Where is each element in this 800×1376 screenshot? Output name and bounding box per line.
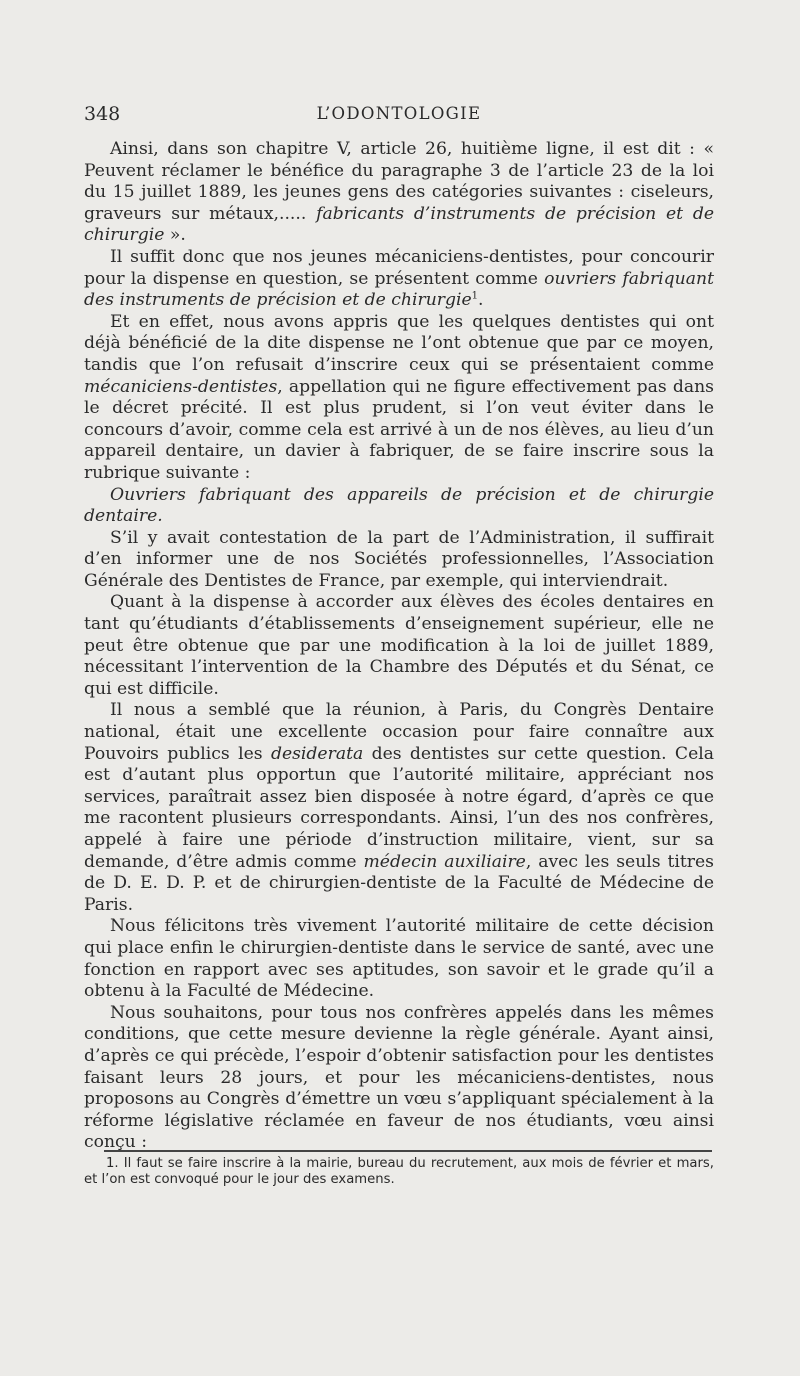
paragraph-3-text: Et en effet, nous avons appris que les quelques dentistes qui ont déjà bénéficié de la dite dispense ne l’ont obtenue que par ce moyen, tandis que l’on refusait d’inscrire ceux qui se présentaient comme (84, 311, 714, 375)
paragraph-3 (84, 312, 714, 485)
paragraph-5: S’il y avait contestation de la part de l’Administration, il suffirait d’en informer une de nos Sociétés professionnelles, l’Association Générale des Dentistes de France, par exemple, qui interviendrait. (84, 527, 714, 591)
footnote-ref: 1 (471, 290, 479, 302)
paragraph-1 (84, 139, 714, 247)
paragraph-7-italic-2: médecin auxiliaire (363, 851, 526, 872)
footnote (84, 1156, 714, 1188)
paragraph-2-end: . (478, 290, 484, 311)
paragraph-9: Nous souhaitons, pour tous nos confrères appelés dans les mêmes conditions, que cette mesure devienne la règle générale. Ayant ainsi, d’après ce qui précède, l’espoir d’obtenir satisfaction pour les dentistes faisant leurs 28 jours, et pour les mécaniciens-dentistes, nous proposons au Congrès d’émettre un vœu s’appliquant spécialement à la réforme législative réclamée en faveur de nos étudiants, vœu ainsi conçu : (84, 1002, 714, 1153)
page-number: 348 (84, 103, 121, 125)
paragraph-8: Nous félicitons très vivement l’autorité militaire de cette décision qui place enfin le chirurgien-dentiste dans le service de santé, avec une fonction en rapport avec ses aptitudes, son savoir et le grade qu’il a obtenu à la Faculté de Médecine. (84, 916, 714, 1002)
paragraph-3-italic: mécaniciens-dentistes (84, 376, 278, 397)
paragraph-3-end: , appellation qui ne figure effectivement pas dans le décret précité. Il est plus prudent, si l’on veut éviter dans le concours d’avoir, comme cela est arrivé à un de nos élèves, au lieu d’un appareil dentaire, un davier à fabriquer, de se faire inscrire sous la rubrique suivante : (84, 376, 714, 483)
footnote-marker: 1. (106, 1156, 119, 1171)
body-text (84, 139, 714, 1154)
paragraph-1-end: ». (164, 225, 186, 246)
paragraph-4-rubric: Ouvriers fabriquant des appareils de précision et de chirurgie dentaire. (84, 484, 714, 527)
paragraph-7 (84, 700, 714, 916)
footnote-rule (104, 1150, 712, 1152)
footnote-text: Il faut se faire inscrire à la mairie, bureau du recrutement, aux mois de février et mars, et l’on est convoqué pour le jour des examens. (84, 1156, 714, 1187)
running-title: L’ODONTOLOGIE (316, 104, 482, 123)
paragraph-7-italic-1: desiderata (270, 743, 364, 764)
paragraph-7-text: Il nous a semblé que la réunion, à Paris, du Congrès Dentaire national, était une excellente occasion pour faire connaître aux Pouvoirs publics les (84, 700, 714, 764)
paragraph-6: Quant à la dispense à accorder aux élèves des écoles dentaires en tant qu’étudiants d’établissements d’enseignement supérieur, elle ne peut être obtenue que par une modification à la loi de juillet 1889, nécessitant l’intervention de la Chambre des Députés et du Sénat, ce qui est difficile. (84, 592, 714, 699)
paragraph-7-end: , avec les seuls titres de D. E. D. P. et de chirurgien-dentiste de la Faculté de Médecine de Paris. (84, 851, 714, 915)
paragraph-1-italic: fabricants d’instruments de précision et de chirurgie (84, 203, 715, 246)
paragraph-7-text-2: des dentistes sur cette question. Cela est d’autant plus opportun que l’autorité militaire, appréciant nos services, paraîtrait assez bien disposée à notre égard, d’après ce que me racontent plusieurs correspondants. Ainsi, l’un des nos confrères, appelé à faire une période d’instruction militaire, vient, sur sa demande, d’être admis comme (84, 743, 714, 872)
paragraph-2-text: Il suffit donc que nos jeunes mécaniciens-dentistes, pour concourir pour la dispense en question, se présentent comme (84, 246, 714, 289)
page-header (84, 103, 714, 127)
paragraph-2-italic: ouvriers fabriquant des instruments de précision et de chirurgie (84, 268, 714, 311)
paragraph-2 (84, 247, 714, 312)
paragraph-1-text: Ainsi, dans son chapitre V, article 26, huitième ligne, il est dit : « Peuvent réclamer le bénéfice du paragraphe 3 de l’article 23 de la loi du 15 juillet 1889, les jeunes gens des catégories suivantes : ciseleurs, graveurs sur métaux,..... (84, 139, 714, 224)
